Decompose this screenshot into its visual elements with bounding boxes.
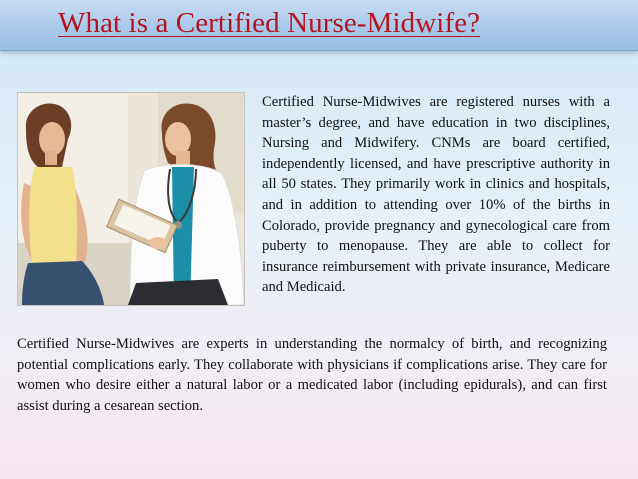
nurse-patient-photo (17, 92, 245, 306)
slide-title: What is a Certified Nurse-Midwife? (58, 7, 481, 39)
paragraph-cnm-overview: Certified Nurse-Midwives are registered nurses with a master’s degree, and have education in two disciplines, Nursing and Midwifery. CNMs are board certified, independently licensed, and have prescriptive authority in all 50 states. They primarily work in clinics and hospitals, and in addition to attending over 10% of the births in Colorado, provide pregnancy and gynecological care from puberty to menopause. They are able to collect for insurance reimbursement with private insurance, Medicare and Medicaid. (262, 94, 610, 296)
paragraph-cnm-expertise: Certified Nurse-Midwives are experts in understanding the normalcy of birth, and recognizing potential complications early. They collaborate with physicians if complications arise. They care for women who desire either a natural labor or a medicated labor (including epidurals), and can first assist during a cesarean section. (17, 336, 607, 414)
title-bar (0, 0, 638, 51)
